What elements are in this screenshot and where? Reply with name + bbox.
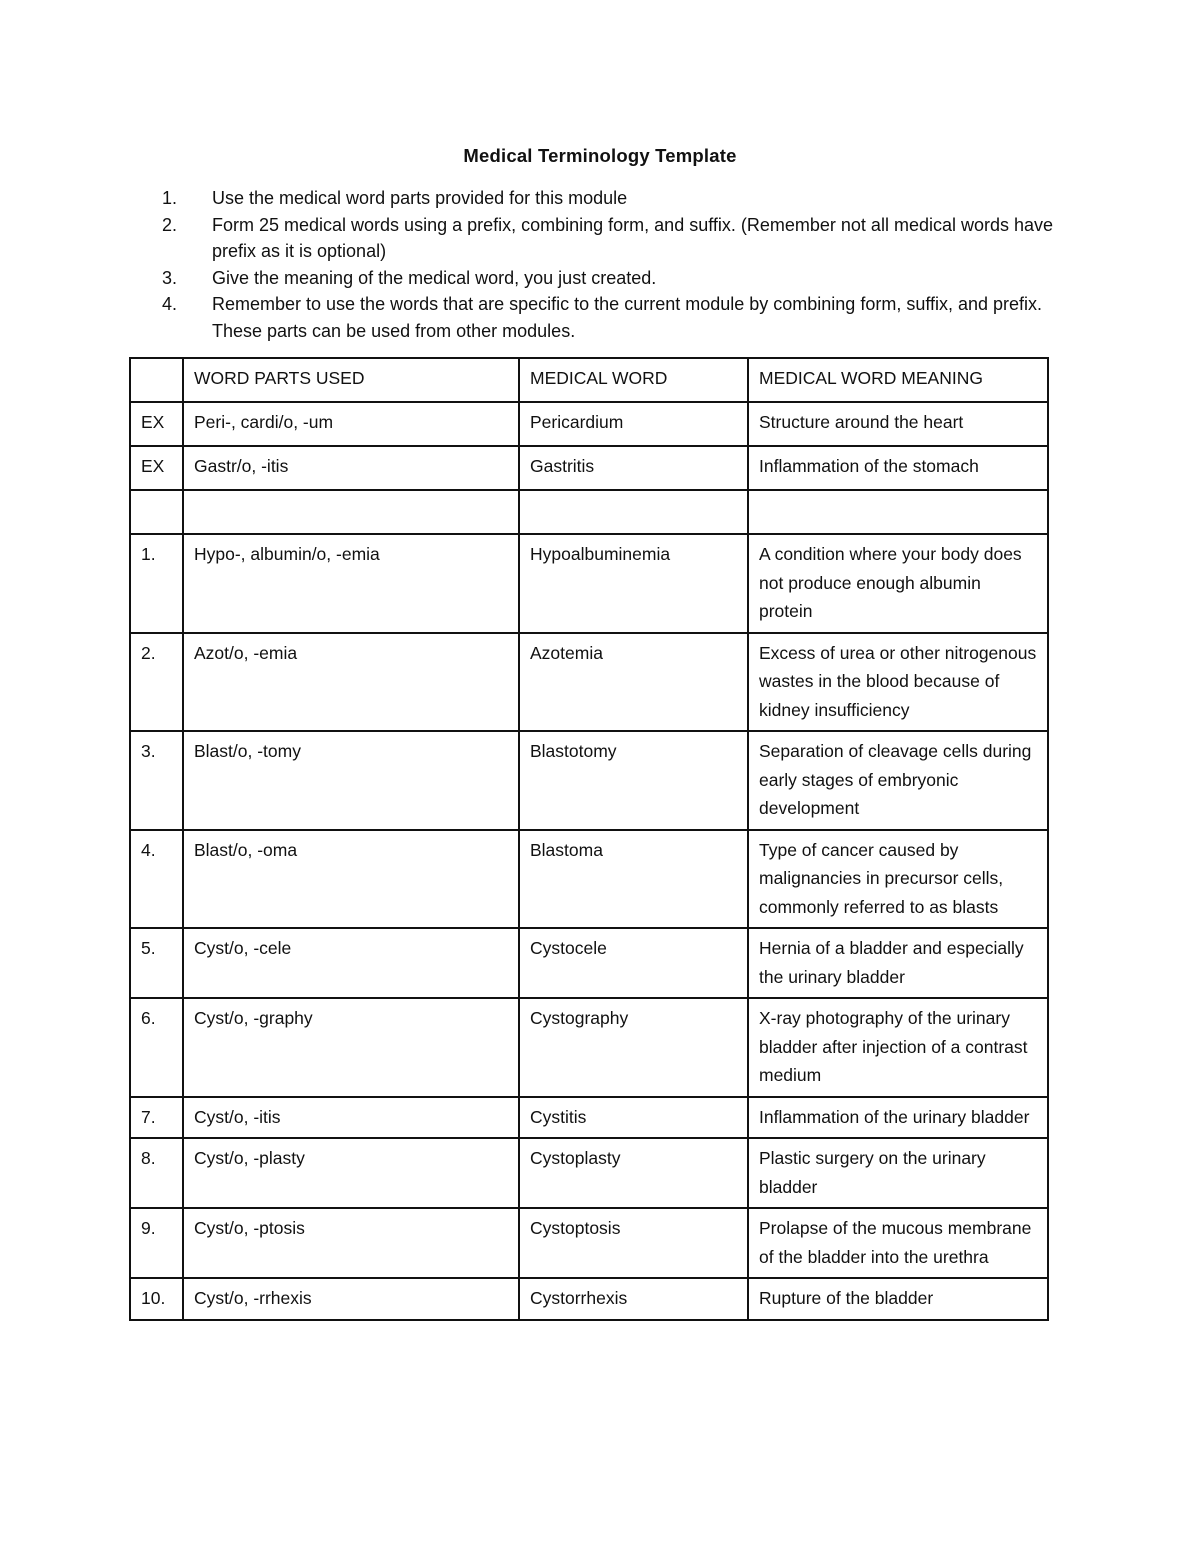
row-word-parts: Cyst/o, -cele — [183, 928, 519, 998]
instruction-item — [162, 212, 1092, 265]
row-number: 7. — [130, 1097, 183, 1139]
table-row — [130, 998, 1048, 1097]
row-meaning — [748, 490, 1048, 534]
header-cell-word-parts: WORD PARTS USED — [183, 358, 519, 402]
row-word-parts: Gastr/o, -itis — [183, 446, 519, 490]
row-number: 6. — [130, 998, 183, 1097]
row-number: 9. — [130, 1208, 183, 1278]
instruction-number: 4. — [162, 294, 178, 314]
row-number: 5. — [130, 928, 183, 998]
table-row — [130, 1138, 1048, 1208]
table-row — [130, 633, 1048, 732]
row-medical-word — [519, 490, 748, 534]
row-medical-word: Cystography — [519, 998, 748, 1097]
row-medical-word: Cystoplasty — [519, 1138, 748, 1208]
row-medical-word: Blastoma — [519, 830, 748, 929]
row-number: EX — [130, 402, 183, 446]
row-word-parts — [183, 490, 519, 534]
instruction-text: Form 25 medical words using a prefix, combining form, and suffix. (Remember not all medical words have prefix as it is optional) — [212, 214, 1054, 261]
row-meaning: X-ray photography of the urinary bladder after injection of a contrast medium — [748, 998, 1048, 1097]
table-row — [130, 446, 1048, 490]
table-header-row — [130, 358, 1048, 402]
row-medical-word: Pericardium — [519, 402, 748, 446]
row-number: 10. — [130, 1278, 183, 1320]
terminology-table — [129, 357, 1049, 1321]
table-row — [130, 534, 1048, 633]
table-row — [130, 1208, 1048, 1278]
row-word-parts: Azot/o, -emia — [183, 633, 519, 732]
instruction-number: 2. — [162, 214, 178, 235]
row-word-parts: Blast/o, -tomy — [183, 731, 519, 830]
row-medical-word: Blastotomy — [519, 731, 748, 830]
row-word-parts: Hypo-, albumin/o, -emia — [183, 534, 519, 633]
instruction-item — [162, 291, 1092, 344]
table-row — [130, 928, 1048, 998]
row-word-parts: Peri-, cardi/o, -um — [183, 402, 519, 446]
row-medical-word: Cystorrhexis — [519, 1278, 748, 1320]
row-number: 3. — [130, 731, 183, 830]
row-word-parts: Cyst/o, -rrhexis — [183, 1278, 519, 1320]
row-meaning: Structure around the heart — [748, 402, 1048, 446]
row-number: EX — [130, 446, 183, 490]
row-meaning: Plastic surgery on the urinary bladder — [748, 1138, 1048, 1208]
row-meaning: Type of cancer caused by malignancies in precursor cells, commonly referred to as blasts — [748, 830, 1048, 929]
instruction-item — [162, 265, 1092, 292]
table-row — [130, 830, 1048, 929]
header-cell-medical-word: MEDICAL WORD — [519, 358, 748, 402]
instruction-text: Use the medical word parts provided for this module — [212, 188, 628, 208]
row-meaning: Separation of cleavage cells during early stages of embryonic development — [748, 731, 1048, 830]
table-row — [130, 731, 1048, 830]
row-number: 1. — [130, 534, 183, 633]
row-medical-word: Cystoptosis — [519, 1208, 748, 1278]
row-meaning: Inflammation of the urinary bladder — [748, 1097, 1048, 1139]
row-word-parts: Cyst/o, -plasty — [183, 1138, 519, 1208]
instruction-text: Remember to use the words that are specific to the current module by combining form, suffix, and prefix. These parts can be used from other modules. — [212, 294, 1043, 341]
header-cell-meaning: MEDICAL WORD MEANING — [748, 358, 1048, 402]
document-title: Medical Terminology Template — [463, 145, 737, 166]
row-meaning: Rupture of the bladder — [748, 1278, 1048, 1320]
row-meaning: Hernia of a bladder and especially the urinary bladder — [748, 928, 1048, 998]
row-word-parts: Cyst/o, -graphy — [183, 998, 519, 1097]
row-meaning: Inflammation of the stomach — [748, 446, 1048, 490]
instruction-number: 3. — [162, 267, 178, 288]
row-medical-word: Hypoalbuminemia — [519, 534, 748, 633]
header-cell-number — [130, 358, 183, 402]
row-number: 8. — [130, 1138, 183, 1208]
row-word-parts: Cyst/o, -ptosis — [183, 1208, 519, 1278]
row-medical-word: Cystocele — [519, 928, 748, 998]
row-medical-word: Gastritis — [519, 446, 748, 490]
instructions-list — [162, 185, 1092, 344]
instruction-number: 1. — [162, 188, 178, 208]
row-meaning: Prolapse of the mucous membrane of the bladder into the urethra — [748, 1208, 1048, 1278]
row-number: 4. — [130, 830, 183, 929]
row-number: 2. — [130, 633, 183, 732]
row-number — [130, 490, 183, 534]
instruction-item — [162, 185, 1092, 212]
row-medical-word: Cystitis — [519, 1097, 748, 1139]
instruction-text: Give the meaning of the medical word, you just created. — [212, 267, 657, 288]
table-row — [130, 1278, 1048, 1320]
row-word-parts: Blast/o, -oma — [183, 830, 519, 929]
row-meaning: A condition where your body does not produce enough albumin protein — [748, 534, 1048, 633]
row-word-parts: Cyst/o, -itis — [183, 1097, 519, 1139]
table-row — [130, 1097, 1048, 1139]
table-row-blank — [130, 490, 1048, 534]
row-medical-word: Azotemia — [519, 633, 748, 732]
table-row — [130, 402, 1048, 446]
row-meaning: Excess of urea or other nitrogenous wastes in the blood because of kidney insufficiency — [748, 633, 1048, 732]
